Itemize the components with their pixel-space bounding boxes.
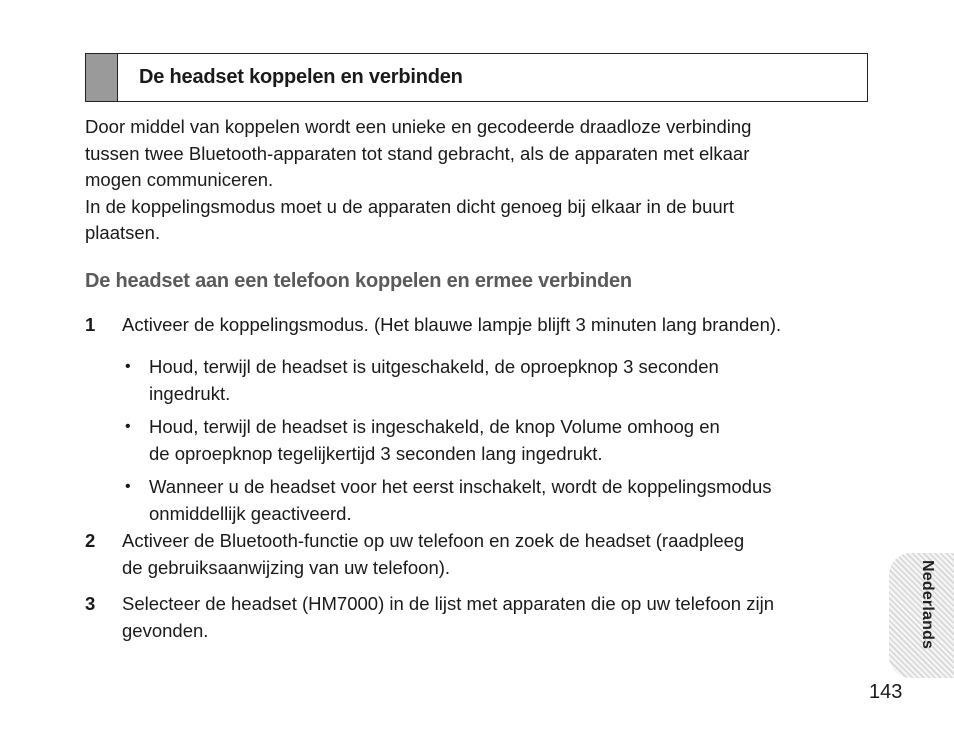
step-line: de gebruiksaanwijzing van uw telefoon). — [122, 556, 451, 578]
intro-line: mogen communiceren. — [85, 169, 274, 190]
header-color-block — [86, 54, 118, 101]
step-number: 1 — [85, 314, 96, 335]
step-line: Activeer de Bluetooth-functie op uw telefoon en zoek de headset (raadpleeg — [122, 530, 745, 551]
bullet-text — [149, 354, 849, 407]
step-number: 3 — [85, 593, 96, 614]
bullet-line: Wanneer u de headset voor het eerst inschakelt, wordt de koppelingsmodus — [149, 476, 772, 497]
step-text — [122, 528, 872, 581]
intro-text — [85, 114, 875, 247]
bullet-text — [149, 474, 849, 527]
bullet-mark: • — [125, 478, 131, 495]
section-header — [85, 53, 868, 102]
intro-line: plaatsen. — [85, 222, 161, 243]
intro-line: Door middel van koppelen wordt een unieke en gecodeerde draadloze verbinding — [85, 116, 752, 137]
intro-line: tussen twee Bluetooth-apparaten tot stand gebracht, als de apparaten met elkaar — [85, 142, 750, 164]
section-title: De headset koppelen en verbinden — [139, 66, 463, 88]
page-number: 143 — [869, 681, 903, 703]
bullet-line: de oproepknop tegelijkertijd 3 seconden lang ingedrukt. — [149, 442, 603, 464]
bullet-line: Houd, terwijl de headset is ingeschakeld, de knop Volume omhoog en — [149, 416, 720, 437]
step-text — [122, 591, 872, 644]
bullet-mark: • — [125, 358, 131, 375]
intro-line: In de koppelingsmodus moet u de apparaten dicht genoeg bij elkaar in de buurt — [85, 195, 734, 217]
bullet-text — [149, 414, 849, 467]
step-number: 2 — [85, 530, 96, 551]
bullet-line: Houd, terwijl de headset is uitgeschakeld, de oproepknop 3 seconden — [149, 356, 719, 377]
step-line: Selecteer de headset (HM7000) in de lijst met apparaten die op uw telefoon zijn — [122, 593, 774, 614]
bullet-mark: • — [125, 418, 131, 435]
bullet-line: ingedrukt. — [149, 382, 231, 404]
step-text: Activeer de koppelingsmodus. (Het blauwe lampje blijft 3 minuten lang branden). — [122, 314, 782, 335]
language-tab-label: Nederlands — [919, 560, 936, 650]
bullet-line: onmiddellijk geactiveerd. — [149, 502, 352, 524]
step-line: gevonden. — [122, 619, 209, 641]
subheading: De headset aan een telefoon koppelen en ermee verbinden — [85, 270, 632, 292]
